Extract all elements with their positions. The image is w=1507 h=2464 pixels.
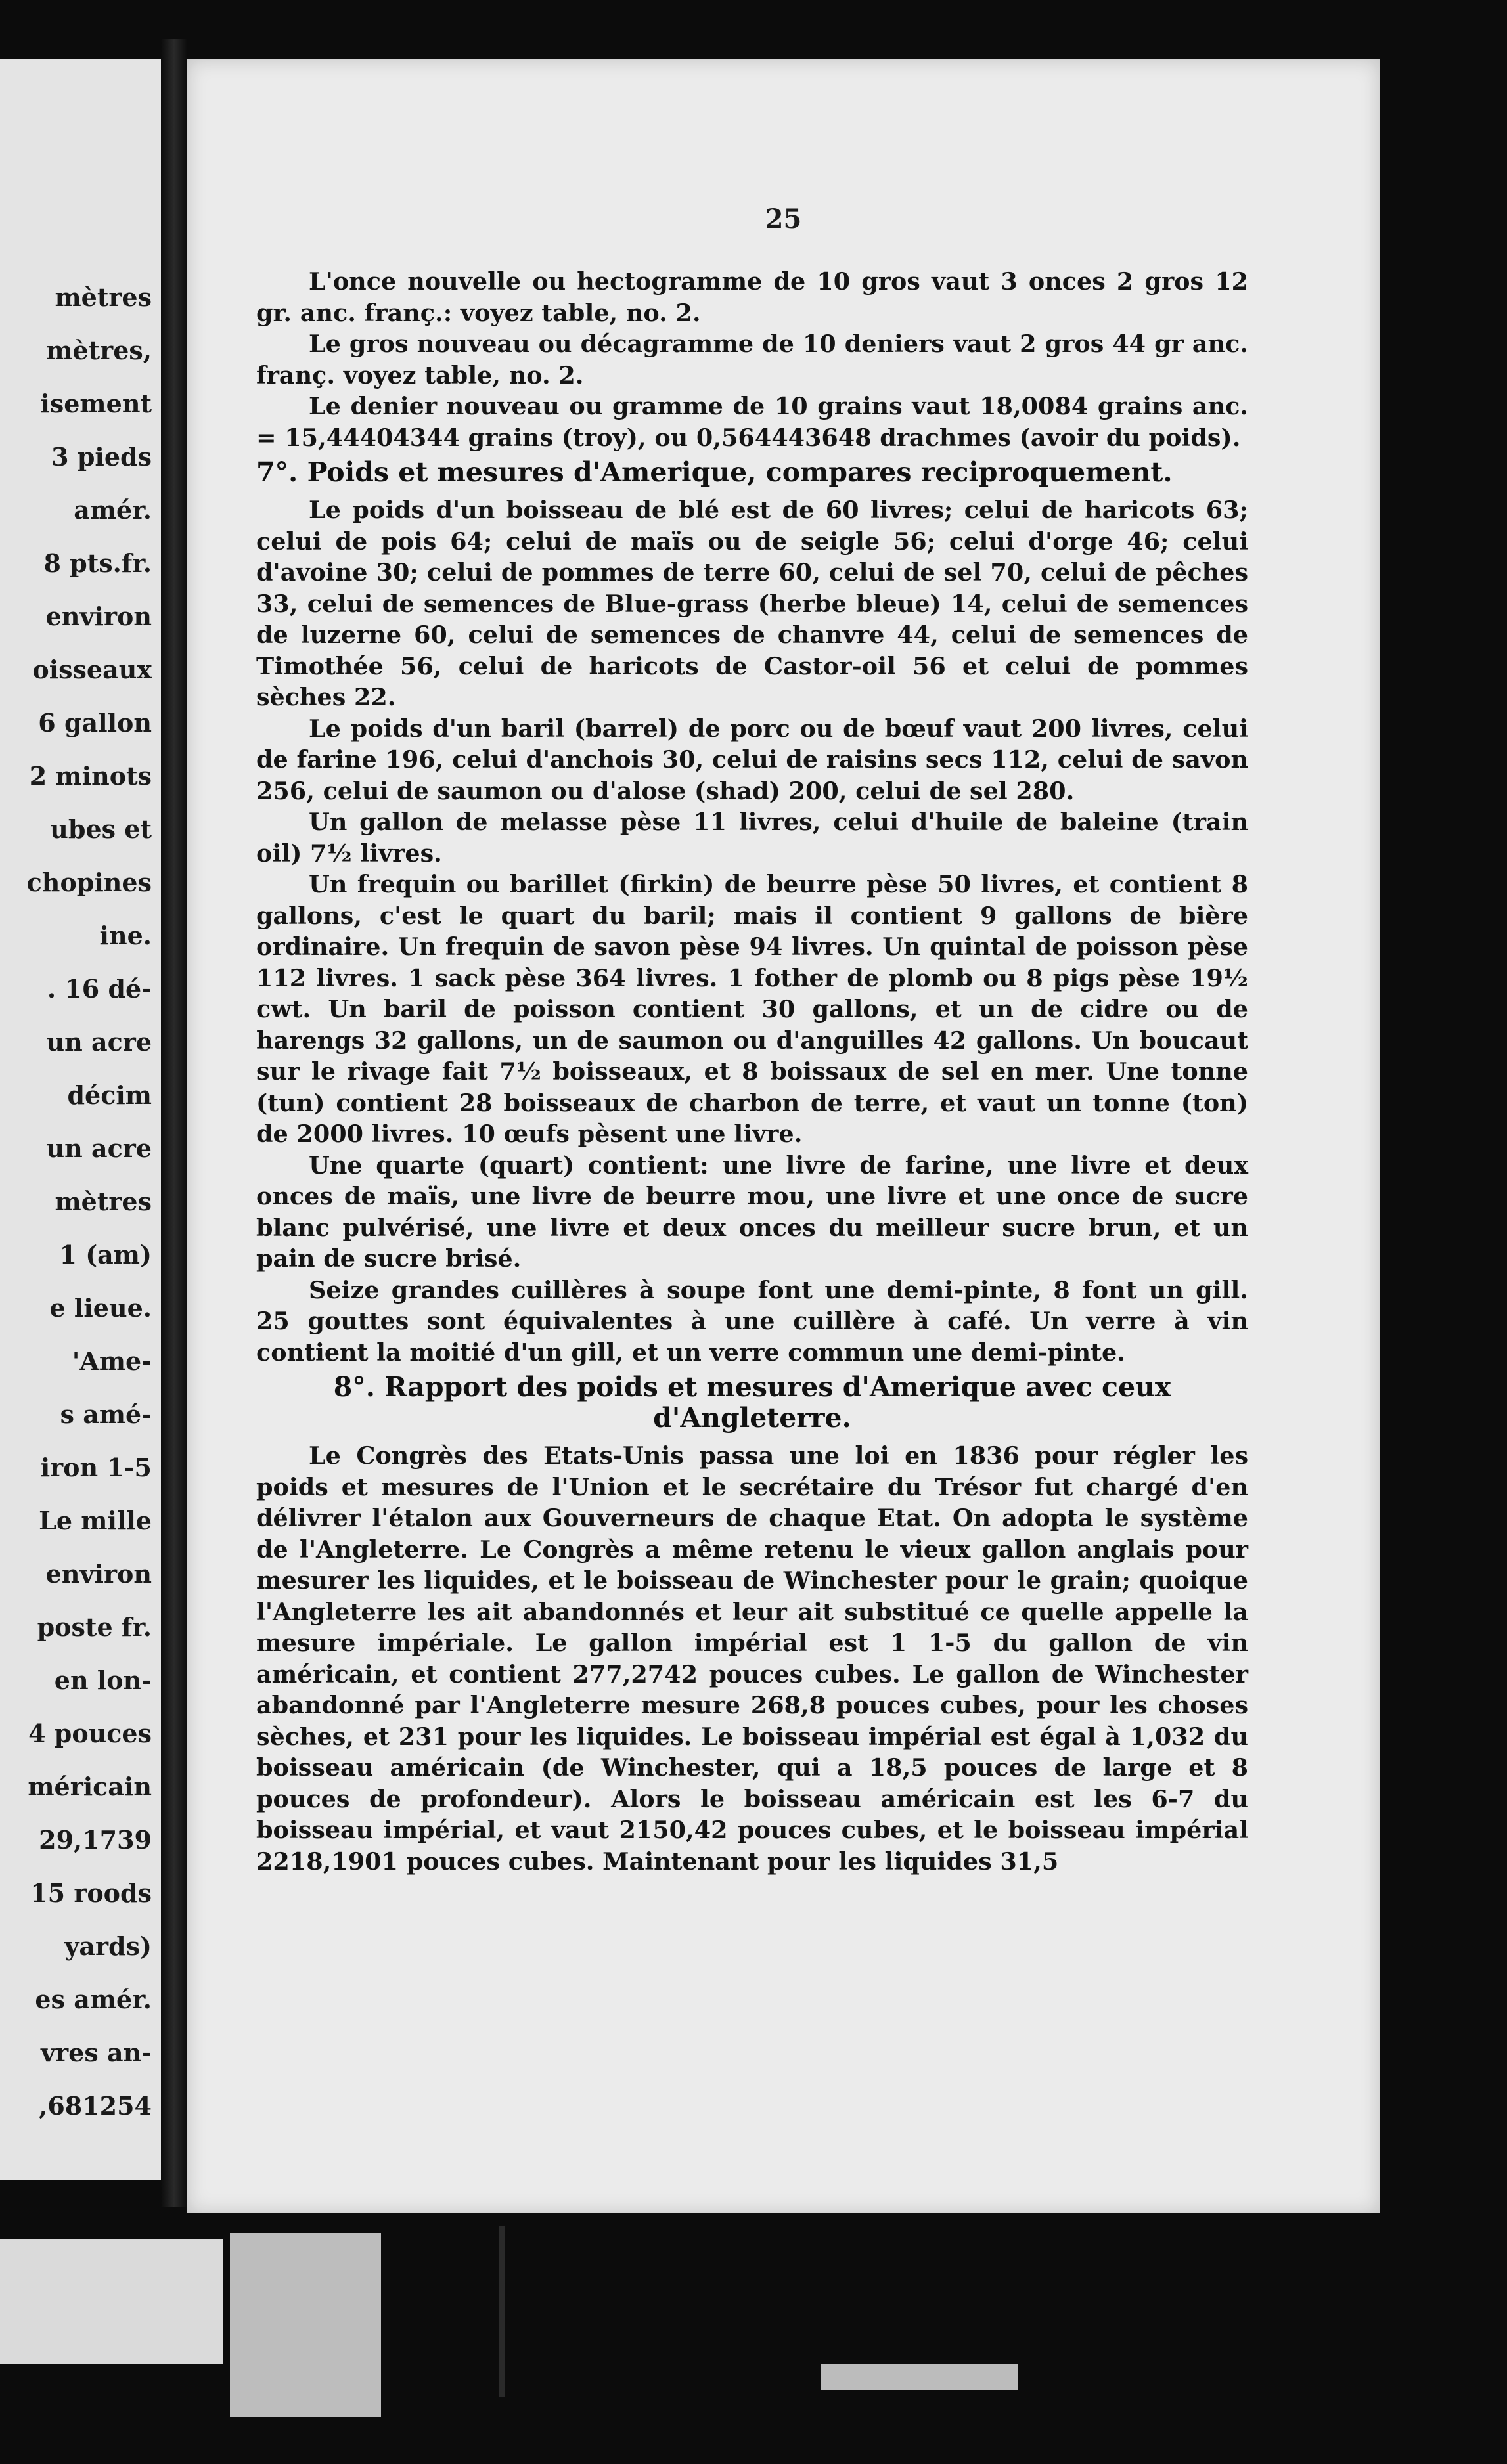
left-page-fragment: vres an- <box>41 2038 152 2067</box>
paragraph: Seize grandes cuillères à soupe font une demi-pinte, 8 font un gill. 25 gouttes sont équivalentes à une cuillère à café. Un verre à vin contient la moitié d'un gill, et un verre commun une demi-pinte. <box>256 1275 1248 1367</box>
left-page-fragment: 6 gallon <box>38 708 152 737</box>
left-page-fragment: 'Ame- <box>72 1346 152 1376</box>
spine-mark <box>499 2226 505 2397</box>
left-page-fragment: 3 pieds <box>51 442 152 472</box>
section-heading-line: d'Angleterre. <box>653 1402 851 1434</box>
left-page-fragment: poste fr. <box>37 1612 152 1642</box>
left-page-fragment: oisseaux <box>32 655 152 684</box>
left-page-fragment: 2 minots <box>29 761 152 791</box>
left-page-fragment: décim <box>67 1080 152 1110</box>
page-body <box>256 266 1248 1877</box>
section-heading <box>256 1372 1248 1434</box>
section-heading: 7°. Poids et mesures d'Amerique, compares reciproquement. <box>256 456 1173 488</box>
section-heading-line: 8°. Rapport des poids et mesures d'Amerique avec ceux <box>333 1371 1171 1403</box>
left-page-fragment: . 16 dé- <box>47 974 152 1003</box>
paragraph: Le Congrès des Etats-Unis passa une loi en 1836 pour régler les poids et mesures de l'Union et le secrétaire du Trésor fut chargé d'en délivrer l'étalon aux Gouverneurs de chaque Etat. On adopta le système de l'Angleterre. Le Congrès a même retenu le vieux gallon anglais pour mesurer les liquides, et le boisseau de Winchester pour le grain; quoique l'Angleterre les ait abandonnés et leur ait substitué ce quelle appelle la mesure impériale. Le gallon impérial est 1 1-5 du gallon de vin américain, et contient 277,2742 pouces cubes. Le gallon de Winchester abandonné par l'Angleterre mesure 268,8 pouces cubes, pour les choses sèches, et 231 pour les liquides. Le boisseau impérial est égal à 1,032 du boisseau américain (de Winchester, qui a 18,5 pouces de large et 8 pouces de profondeur). Alors le boisseau américain est les 6-7 du boisseau impérial, et vaut 2150,42 pouces cubes, et le boisseau impérial 2218,1901 pouces cubes. Maintenant pour les liquides 31,5 <box>256 1441 1248 1876</box>
left-page-fragment: mètres <box>55 282 152 312</box>
left-page-edge <box>0 59 161 2180</box>
scan-border-bottom <box>0 2233 1507 2464</box>
bottom-leaf-edge <box>0 2239 223 2364</box>
page-number: 25 <box>765 204 802 234</box>
left-page-fragment: s amé- <box>60 1399 152 1429</box>
left-page-fragment: amér. <box>74 495 152 525</box>
left-page-fragment: environ <box>45 602 152 631</box>
left-page-fragment: méricain <box>28 1772 152 1801</box>
paragraph: Un frequin ou barillet (firkin) de beurre pèse 50 livres, et contient 8 gallons, c'est le quart du baril; mais il contient 9 gallons de bière ordinaire. Un frequin de savon pèse 94 livres. Un quintal de poisson pèse 112 livres. 1 sack pèse 364 livres. 1 fother de plomb ou 8 pigs pèse 19½ cwt. Un baril de poisson contient 30 gallons, et un de cidre ou de harengs 32 gallons, un de saumon ou d'anguilles 42 gallons. Un boucaut sur le rivage fait 7½ boisseaux, et 8 boissaux de sel en mer. Une tonne (tun) contient 28 boisseaux de charbon de terre, et vaut un tonne (ton) de 2000 livres. 10 œufs pèsent une livre. <box>256 870 1248 1148</box>
left-page-fragment: e lieue. <box>49 1293 152 1323</box>
paragraph: Un gallon de melasse pèse 11 livres, celui d'huile de baleine (train oil) 7½ livres. <box>256 808 1248 868</box>
main-page <box>187 59 1380 2213</box>
left-page-fragment: Le mille <box>39 1506 152 1535</box>
left-page-fragment: yards) <box>64 1931 152 1961</box>
left-page-fragment: ubes et <box>50 814 152 844</box>
paragraph: Le denier nouveau ou gramme de 10 grains vaut 18,0084 grains anc. = 15,44404344 grains (troy), ou 0,564443648 drachmes (avoir du poids). <box>256 392 1248 452</box>
left-page-fragment: 8 pts.fr. <box>43 548 152 578</box>
paragraph: Le poids d'un boisseau de blé est de 60 livres; celui de haricots 63; celui de pois 64; celui de maïs ou de seigle 56; celui d'orge 46; celui d'avoine 30; celui de pommes de terre 60, celui de sel 70, celui de pêches 33, celui de semences de Blue-grass (herbe bleue) 14, celui de semences de luzerne 60, celui de semences de chanvre 44, celui de semences de Timothée 56, celui de haricots de Castor-oil 56 et celui de pommes sèches 22. <box>256 496 1248 711</box>
paragraph: Le poids d'un baril (barrel) de porc ou de bœuf vaut 200 livres, celui de farine 196, celui d'anchois 30, celui de raisins secs 112, celui de savon 256, celui de saumon ou d'alose (shad) 200, celui de sel 280. <box>256 714 1248 805</box>
left-page-fragment: 4 pouces <box>28 1719 152 1748</box>
paragraph: L'once nouvelle ou hectogramme de 10 gros vaut 3 onces 2 gros 12 gr. anc. franç.: voyez table, no. 2. <box>256 267 1248 327</box>
left-page-fragment: 1 (am) <box>59 1240 152 1269</box>
paragraph: Le gros nouveau ou décagramme de 10 deniers vaut 2 gros 44 gr anc. franç. voyez table, no. 2. <box>256 330 1248 389</box>
left-page-fragment: en lon- <box>54 1665 152 1695</box>
left-page-fragment: un acre <box>46 1133 152 1163</box>
left-page-fragment: 15 roods <box>30 1878 152 1908</box>
left-page-fragment: es amér. <box>35 1985 152 2014</box>
bottom-leaf-edge-inner <box>230 2233 381 2417</box>
left-page-fragment: 29,1739 <box>39 1825 152 1855</box>
paragraph: Une quarte (quart) contient: une livre de farine, une livre et deux onces de maïs, une livre de beurre mou, une livre et une once de sucre blanc pulvérisé, une livre et deux onces du meilleur sucre brun, et un pain de sucre brisé. <box>256 1151 1248 1273</box>
left-page-fragment: chopines <box>26 868 152 897</box>
bottom-label-strip <box>821 2364 1018 2390</box>
left-page-fragment: ine. <box>99 921 152 950</box>
left-page-fragment: environ <box>45 1559 152 1589</box>
left-page-fragment: isement <box>40 389 152 418</box>
left-page-fragment: un acre <box>46 1027 152 1057</box>
book-gutter <box>161 39 187 2207</box>
left-page-fragment: mètres, <box>46 336 152 365</box>
left-page-fragment: iron 1-5 <box>40 1453 152 1482</box>
left-page-fragment: mètres <box>55 1187 152 1216</box>
left-page-fragment: ,681254 <box>39 2091 152 2121</box>
